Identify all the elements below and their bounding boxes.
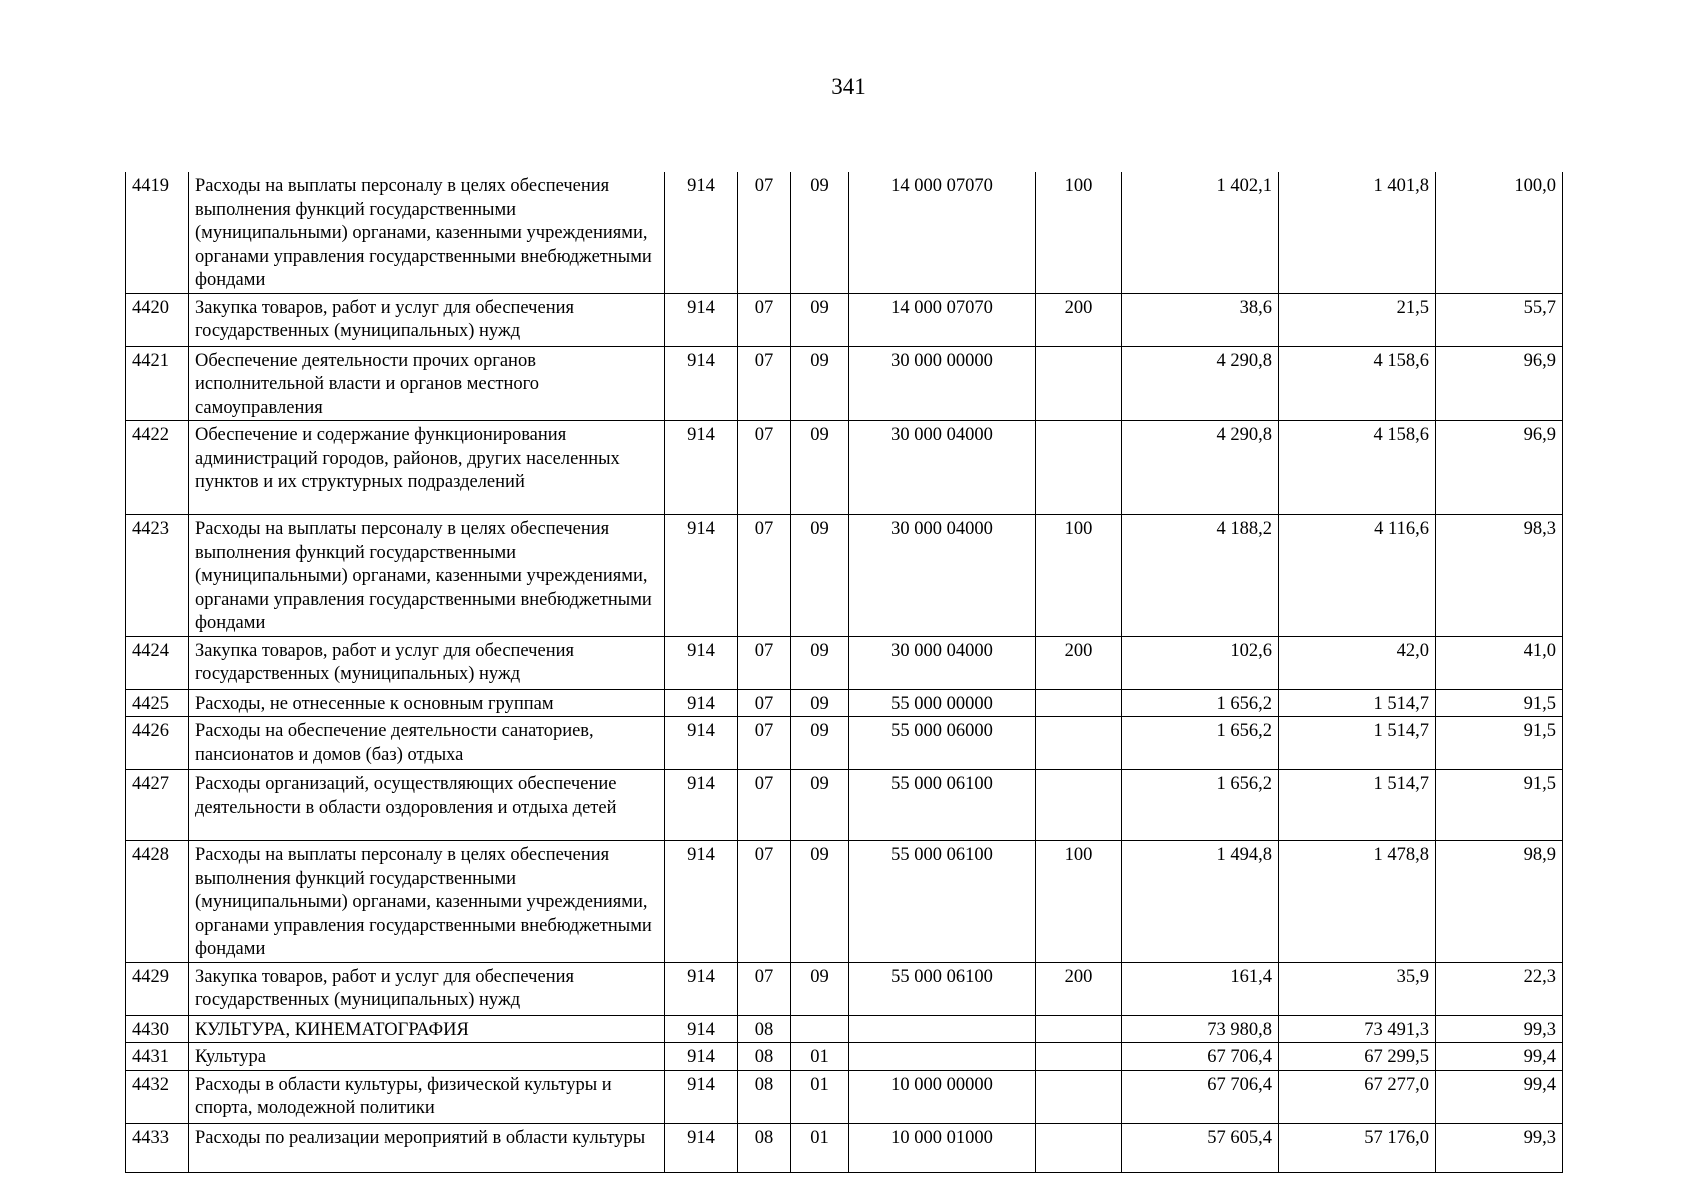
section-code: 07 (738, 293, 791, 346)
section-code: 08 (738, 1123, 791, 1172)
target-article: 55 000 06100 (849, 962, 1036, 1015)
target-article: 30 000 00000 (849, 346, 1036, 421)
target-article: 55 000 06000 (849, 717, 1036, 770)
expense-type (1036, 717, 1122, 770)
expense-type: 100 (1036, 172, 1122, 293)
target-article: 55 000 06100 (849, 841, 1036, 963)
table-row (126, 346, 1563, 421)
subsection-code: 09 (791, 421, 849, 515)
expense-type (1036, 1123, 1122, 1172)
executed-amount: 42,0 (1279, 636, 1436, 689)
row-description: Расходы на обеспечение деятельности санаториев, пансионатов и домов (баз) отдыха (189, 717, 665, 770)
row-description: Культура (189, 1043, 665, 1071)
section-code: 07 (738, 717, 791, 770)
planned-amount: 4 290,8 (1122, 421, 1279, 515)
table-row (126, 1123, 1563, 1172)
row-number: 4433 (126, 1123, 189, 1172)
table-row (126, 515, 1563, 637)
table-row (126, 717, 1563, 770)
admin-code: 914 (665, 636, 738, 689)
executed-amount: 73 491,3 (1279, 1015, 1436, 1043)
executed-amount: 4 158,6 (1279, 346, 1436, 421)
execution-percent: 91,5 (1436, 689, 1563, 717)
admin-code: 914 (665, 1015, 738, 1043)
execution-percent: 99,3 (1436, 1015, 1563, 1043)
table-row (126, 962, 1563, 1015)
planned-amount: 57 605,4 (1122, 1123, 1279, 1172)
table-row (126, 421, 1563, 515)
executed-amount: 67 277,0 (1279, 1070, 1436, 1123)
execution-percent: 99,4 (1436, 1043, 1563, 1071)
execution-percent: 100,0 (1436, 172, 1563, 293)
expense-type: 100 (1036, 515, 1122, 637)
subsection-code: 09 (791, 717, 849, 770)
row-description: Расходы по реализации мероприятий в области культуры (189, 1123, 665, 1172)
section-code: 07 (738, 421, 791, 515)
row-description: Расходы в области культуры, физической культуры и спорта, молодежной политики (189, 1070, 665, 1123)
section-code: 07 (738, 172, 791, 293)
subsection-code: 09 (791, 346, 849, 421)
execution-percent: 98,9 (1436, 841, 1563, 963)
table-row (126, 770, 1563, 841)
table-row (126, 1043, 1563, 1071)
row-number: 4420 (126, 293, 189, 346)
table-row (126, 1015, 1563, 1043)
target-article: 55 000 00000 (849, 689, 1036, 717)
row-number: 4421 (126, 346, 189, 421)
subsection-code: 09 (791, 172, 849, 293)
row-description: Расходы на выплаты персоналу в целях обеспечения выполнения функций государственными (муниципальными) органами, казенными учреждениями, органами управления государственными внебюджетными фондами (189, 841, 665, 963)
target-article: 30 000 04000 (849, 515, 1036, 637)
planned-amount: 1 402,1 (1122, 172, 1279, 293)
subsection-code: 01 (791, 1043, 849, 1071)
execution-percent: 99,4 (1436, 1070, 1563, 1123)
row-description: Обеспечение деятельности прочих органов исполнительной власти и органов местного самоуправления (189, 346, 665, 421)
table-row (126, 841, 1563, 963)
page-number: 341 (831, 74, 866, 99)
target-article (849, 1015, 1036, 1043)
target-article: 10 000 00000 (849, 1070, 1036, 1123)
executed-amount: 21,5 (1279, 293, 1436, 346)
planned-amount: 161,4 (1122, 962, 1279, 1015)
planned-amount: 1 656,2 (1122, 689, 1279, 717)
row-number: 4428 (126, 841, 189, 963)
planned-amount: 102,6 (1122, 636, 1279, 689)
row-number: 4425 (126, 689, 189, 717)
executed-amount: 4 158,6 (1279, 421, 1436, 515)
table-row (126, 172, 1563, 293)
subsection-code: 09 (791, 841, 849, 963)
execution-percent: 22,3 (1436, 962, 1563, 1015)
target-article: 30 000 04000 (849, 636, 1036, 689)
table-row (126, 1070, 1563, 1123)
target-article: 14 000 07070 (849, 172, 1036, 293)
executed-amount: 35,9 (1279, 962, 1436, 1015)
target-article: 14 000 07070 (849, 293, 1036, 346)
planned-amount: 38,6 (1122, 293, 1279, 346)
execution-percent: 55,7 (1436, 293, 1563, 346)
admin-code: 914 (665, 841, 738, 963)
section-code: 07 (738, 515, 791, 637)
section-code: 07 (738, 346, 791, 421)
row-description: КУЛЬТУРА, КИНЕМАТОГРАФИЯ (189, 1015, 665, 1043)
admin-code: 914 (665, 717, 738, 770)
row-description: Расходы организаций, осуществляющих обеспечение деятельности в области оздоровления и отдыха детей (189, 770, 665, 841)
subsection-code: 09 (791, 962, 849, 1015)
expense-type (1036, 1015, 1122, 1043)
table-body (126, 172, 1563, 1172)
planned-amount: 73 980,8 (1122, 1015, 1279, 1043)
admin-code: 914 (665, 770, 738, 841)
execution-percent: 96,9 (1436, 421, 1563, 515)
admin-code: 914 (665, 1123, 738, 1172)
row-description: Обеспечение и содержание функционирования администраций городов, районов, других населенных пунктов и их структурных подразделений (189, 421, 665, 515)
admin-code: 914 (665, 1043, 738, 1071)
execution-percent: 99,3 (1436, 1123, 1563, 1172)
budget-table (125, 172, 1563, 1173)
execution-percent: 91,5 (1436, 717, 1563, 770)
execution-percent: 98,3 (1436, 515, 1563, 637)
admin-code: 914 (665, 293, 738, 346)
row-description: Закупка товаров, работ и услуг для обеспечения государственных (муниципальных) нужд (189, 293, 665, 346)
executed-amount: 57 176,0 (1279, 1123, 1436, 1172)
execution-percent: 96,9 (1436, 346, 1563, 421)
row-number: 4424 (126, 636, 189, 689)
admin-code: 914 (665, 1070, 738, 1123)
admin-code: 914 (665, 962, 738, 1015)
section-code: 08 (738, 1043, 791, 1071)
row-description: Закупка товаров, работ и услуг для обеспечения государственных (муниципальных) нужд (189, 636, 665, 689)
subsection-code: 09 (791, 770, 849, 841)
planned-amount: 1 656,2 (1122, 770, 1279, 841)
expense-type: 200 (1036, 293, 1122, 346)
executed-amount: 1 401,8 (1279, 172, 1436, 293)
planned-amount: 4 290,8 (1122, 346, 1279, 421)
target-article: 10 000 01000 (849, 1123, 1036, 1172)
target-article: 30 000 04000 (849, 421, 1036, 515)
section-code: 07 (738, 689, 791, 717)
execution-percent: 41,0 (1436, 636, 1563, 689)
admin-code: 914 (665, 421, 738, 515)
planned-amount: 67 706,4 (1122, 1043, 1279, 1071)
admin-code: 914 (665, 689, 738, 717)
admin-code: 914 (665, 515, 738, 637)
subsection-code (791, 1015, 849, 1043)
subsection-code: 09 (791, 636, 849, 689)
subsection-code: 09 (791, 515, 849, 637)
expense-type: 200 (1036, 962, 1122, 1015)
planned-amount: 1 494,8 (1122, 841, 1279, 963)
expense-type (1036, 770, 1122, 841)
table-row (126, 689, 1563, 717)
row-number: 4427 (126, 770, 189, 841)
executed-amount: 4 116,6 (1279, 515, 1436, 637)
executed-amount: 1 514,7 (1279, 770, 1436, 841)
row-number: 4431 (126, 1043, 189, 1071)
executed-amount: 1 478,8 (1279, 841, 1436, 963)
planned-amount: 1 656,2 (1122, 717, 1279, 770)
execution-percent: 91,5 (1436, 770, 1563, 841)
expense-type (1036, 421, 1122, 515)
target-article: 55 000 06100 (849, 770, 1036, 841)
row-number: 4422 (126, 421, 189, 515)
expense-type (1036, 1070, 1122, 1123)
row-number: 4430 (126, 1015, 189, 1043)
subsection-code: 01 (791, 1123, 849, 1172)
row-number: 4423 (126, 515, 189, 637)
executed-amount: 1 514,7 (1279, 689, 1436, 717)
expense-type: 100 (1036, 841, 1122, 963)
row-description: Расходы, не отнесенные к основным группам (189, 689, 665, 717)
row-description: Расходы на выплаты персоналу в целях обеспечения выполнения функций государственными (муниципальными) органами, казенными учреждениями, органами управления государственными внебюджетными фондами (189, 515, 665, 637)
subsection-code: 09 (791, 689, 849, 717)
subsection-code: 09 (791, 293, 849, 346)
admin-code: 914 (665, 346, 738, 421)
admin-code: 914 (665, 172, 738, 293)
planned-amount: 67 706,4 (1122, 1070, 1279, 1123)
subsection-code: 01 (791, 1070, 849, 1123)
section-code: 08 (738, 1015, 791, 1043)
expense-type (1036, 1043, 1122, 1071)
expense-type (1036, 346, 1122, 421)
executed-amount: 1 514,7 (1279, 717, 1436, 770)
section-code: 08 (738, 1070, 791, 1123)
table-row (126, 636, 1563, 689)
row-number: 4426 (126, 717, 189, 770)
executed-amount: 67 299,5 (1279, 1043, 1436, 1071)
target-article (849, 1043, 1036, 1071)
row-number: 4419 (126, 172, 189, 293)
expense-type (1036, 689, 1122, 717)
section-code: 07 (738, 770, 791, 841)
row-description: Расходы на выплаты персоналу в целях обеспечения выполнения функций государственными (муниципальными) органами, казенными учреждениями, органами управления государственными внебюджетными фондами (189, 172, 665, 293)
section-code: 07 (738, 841, 791, 963)
section-code: 07 (738, 962, 791, 1015)
row-number: 4432 (126, 1070, 189, 1123)
row-number: 4429 (126, 962, 189, 1015)
planned-amount: 4 188,2 (1122, 515, 1279, 637)
section-code: 07 (738, 636, 791, 689)
expense-type: 200 (1036, 636, 1122, 689)
table-row (126, 293, 1563, 346)
row-description: Закупка товаров, работ и услуг для обеспечения государственных (муниципальных) нужд (189, 962, 665, 1015)
